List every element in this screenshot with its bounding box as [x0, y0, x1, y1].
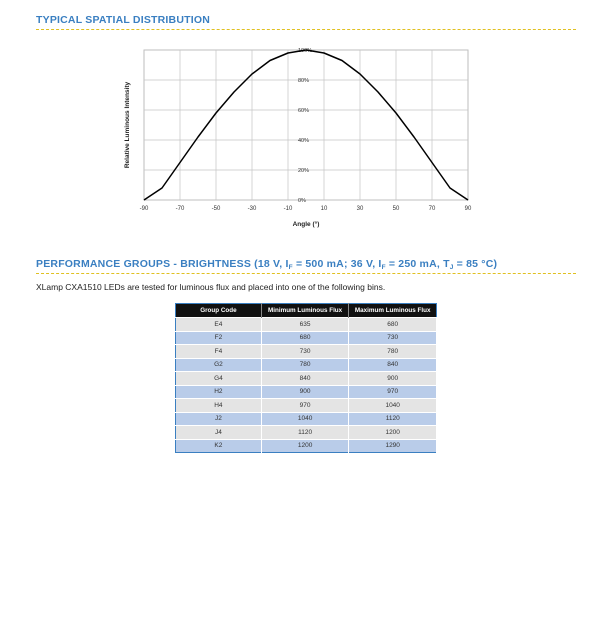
table-row: [176, 372, 437, 386]
group-code-cell: F4: [176, 345, 262, 359]
max-flux-cell: 730: [349, 331, 437, 345]
max-flux-cell: 970: [349, 385, 437, 399]
max-flux-cell: 680: [349, 318, 437, 332]
table-row: [176, 331, 437, 345]
section-title-performance-groups: PERFORMANCE GROUPS - BRIGHTNESS (18 V, IF = 500 mA; 36 V, IF = 250 mA, TJ = 85 °C): [36, 258, 498, 271]
table-row: [176, 439, 437, 453]
group-code-cell: F2: [176, 331, 262, 345]
group-code-cell: J2: [176, 412, 262, 426]
x-tick-label: 10: [320, 206, 328, 212]
max-flux-cell: 840: [349, 358, 437, 372]
x-tick-label: 30: [356, 206, 364, 212]
x-axis-label: Angle (°): [292, 221, 320, 228]
x-tick-label: 90: [464, 206, 472, 212]
header-max-flux: Maximum Luminous Flux: [349, 304, 437, 318]
brightness-bins-table: [175, 303, 437, 453]
table-row: [176, 385, 437, 399]
group-code-cell: K2: [176, 439, 262, 453]
table-header-row: [176, 304, 437, 318]
table-row: [176, 358, 437, 372]
x-tick-label: -30: [247, 206, 257, 212]
min-flux-cell: 635: [261, 318, 349, 332]
max-flux-cell: 1290: [349, 439, 437, 453]
group-code-cell: G4: [176, 372, 262, 386]
min-flux-cell: 1120: [261, 426, 349, 440]
section-divider: [36, 29, 576, 30]
x-tick-label: 70: [428, 206, 436, 212]
x-tick-label: 50: [392, 206, 400, 212]
x-tick-label: -70: [175, 206, 185, 212]
y-tick-label: 0%: [298, 198, 306, 204]
x-tick-label: -90: [139, 206, 149, 212]
min-flux-cell: 970: [261, 399, 349, 413]
min-flux-cell: 1200: [261, 439, 349, 453]
x-tick-label: -10: [283, 206, 293, 212]
plot-area: [144, 50, 468, 200]
min-flux-cell: 680: [261, 331, 349, 345]
y-tick-label: 100%: [298, 48, 313, 54]
y-axis-label: Relative Luminous Intensity: [124, 81, 131, 169]
spatial-distribution-chart: [110, 44, 490, 234]
max-flux-cell: 1200: [349, 426, 437, 440]
max-flux-cell: 1120: [349, 412, 437, 426]
group-code-cell: H4: [176, 399, 262, 413]
min-flux-cell: 1040: [261, 412, 349, 426]
header-min-flux: Minimum Luminous Flux: [261, 304, 349, 318]
intro-text: XLamp CXA1510 LEDs are tested for luminous flux and placed into one of the following bins.: [36, 282, 386, 292]
max-flux-cell: 780: [349, 345, 437, 359]
group-code-cell: J4: [176, 426, 262, 440]
table-row: [176, 318, 437, 332]
section-divider: [36, 273, 576, 274]
table-row: [176, 345, 437, 359]
min-flux-cell: 780: [261, 358, 349, 372]
table-row: [176, 399, 437, 413]
x-tick-label: -50: [211, 206, 221, 212]
table-row: [176, 412, 437, 426]
table-row: [176, 426, 437, 440]
group-code-cell: G2: [176, 358, 262, 372]
y-tick-label: 80%: [298, 78, 310, 84]
min-flux-cell: 900: [261, 385, 349, 399]
group-code-cell: H2: [176, 385, 262, 399]
y-tick-label: 20%: [298, 168, 310, 174]
y-tick-label: 60%: [298, 108, 310, 114]
min-flux-cell: 730: [261, 345, 349, 359]
section-title-spatial-distribution: TYPICAL SPATIAL DISTRIBUTION: [36, 14, 210, 26]
min-flux-cell: 840: [261, 372, 349, 386]
header-group-code: Group Code: [176, 304, 262, 318]
max-flux-cell: 1040: [349, 399, 437, 413]
group-code-cell: E4: [176, 318, 262, 332]
y-tick-label: 40%: [298, 138, 310, 144]
max-flux-cell: 900: [349, 372, 437, 386]
